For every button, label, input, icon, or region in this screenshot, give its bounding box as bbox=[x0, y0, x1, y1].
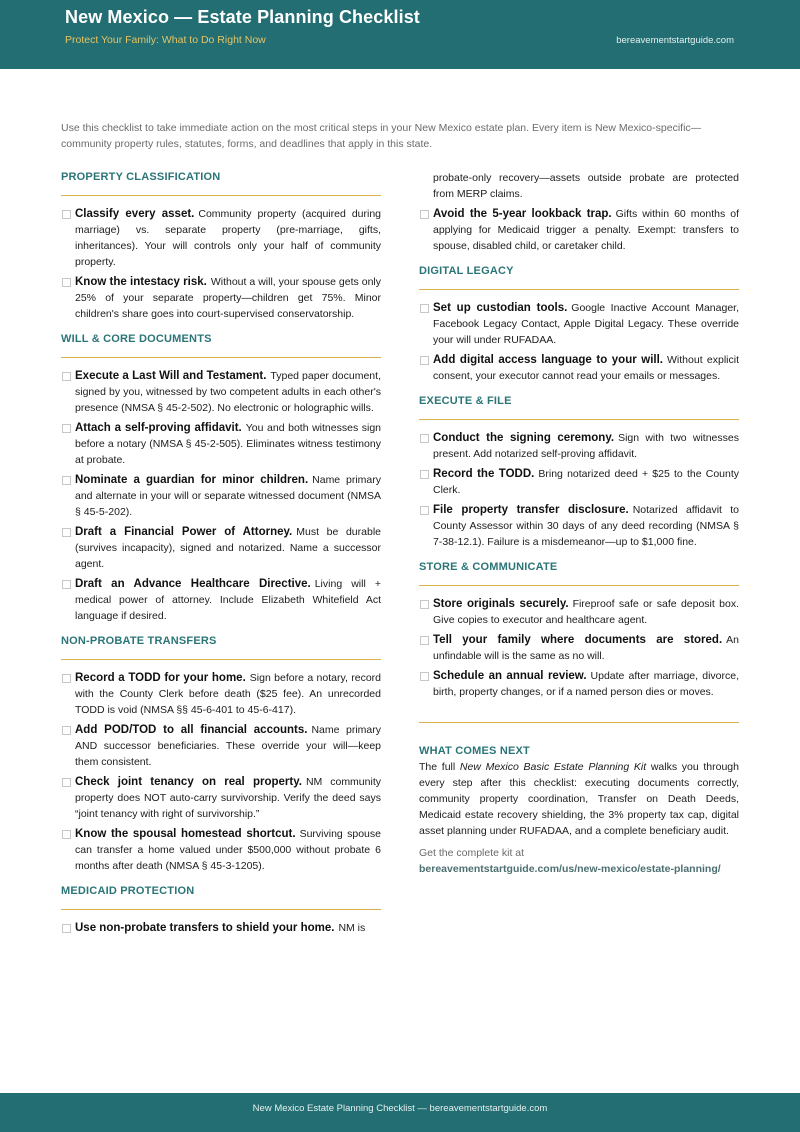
section-heading: PROPERTY CLASSIFICATION bbox=[61, 171, 221, 183]
checklist-item bbox=[61, 206, 381, 270]
checkbox-icon[interactable] bbox=[62, 424, 71, 433]
checklist-item bbox=[419, 632, 739, 664]
checkbox-icon[interactable] bbox=[62, 528, 71, 537]
section-heading-rule bbox=[61, 634, 381, 660]
checklist-item bbox=[61, 670, 381, 718]
checklist-item-text: Without a will, your spouse gets only 25% of your separate property—children get 75%. Minor children's share goes into court-supervised conservatorship. bbox=[75, 276, 381, 320]
kit-title: New Mexico Basic Estate Planning Kit bbox=[459, 761, 647, 773]
section-heading-rule bbox=[419, 394, 739, 420]
checklist-item-text: Gifts within 60 months of applying for Medicaid trigger a penalty. Exempt: transfers to spouse, disabled child, or caretaker child. bbox=[433, 208, 739, 252]
checkbox-icon[interactable] bbox=[420, 600, 429, 609]
page-footer bbox=[0, 1093, 800, 1132]
checklist-item-title: Draft an Advance Healthcare Directive. bbox=[75, 578, 311, 590]
checklist-item-text: NM is bbox=[338, 922, 366, 934]
checklist-item-text: Fireproof safe or safe deposit box. Give copies to executor and healthcare agent. bbox=[433, 598, 739, 626]
checklist-item-title: Add POD/TOD to all financial accounts. bbox=[75, 724, 308, 736]
checkbox-icon[interactable] bbox=[62, 476, 71, 485]
section-heading: MEDICAID PROTECTION bbox=[61, 885, 195, 897]
footer-text: New Mexico Estate Planning Checklist — bereavementstartguide.com bbox=[252, 1103, 548, 1114]
section-heading: NON-PROBATE TRANSFERS bbox=[61, 635, 217, 647]
checklist-item-title: Store originals securely. bbox=[433, 598, 569, 610]
checklist-item bbox=[61, 274, 381, 322]
page-subtitle: Protect Your Family: What to Do Right Now bbox=[65, 34, 266, 46]
next-heading: WHAT COMES NEXT bbox=[419, 745, 530, 757]
checklist-item-title: Schedule an annual review. bbox=[433, 670, 587, 682]
checklist-section bbox=[61, 170, 381, 322]
kit-link[interactable]: bereavementstartguide.com/us/new-mexico/estate-planning/ bbox=[419, 863, 721, 875]
page-header bbox=[0, 0, 800, 69]
checklist-item-text: Must be durable (survives incapacity), signed and notarized. Name a successor agent. bbox=[75, 526, 381, 570]
checklist-section bbox=[61, 884, 381, 936]
checkbox-icon[interactable] bbox=[420, 672, 429, 681]
checklist-item-text: You and both witnesses sign before a notary (NMSA § 45-2-505). Eliminates witness testimony at probate. bbox=[75, 422, 381, 466]
checklist-item-title: Draft a Financial Power of Attorney. bbox=[75, 526, 293, 538]
section-heading-rule bbox=[61, 332, 381, 358]
checklist-item-text: NM community property does NOT auto-carry survivorship. Verify the deed says “joint tenancy with right of survivorship.” bbox=[75, 776, 381, 820]
checklist-item-title: Conduct the signing ceremony. bbox=[433, 432, 615, 444]
checkbox-icon[interactable] bbox=[62, 278, 71, 287]
get-kit-text: Get the complete kit at bbox=[419, 847, 525, 859]
checklist-item-text: Typed paper document, signed by you, witnessed by two competent adults in each other's presence (NMSA § 45-2-502). No electronic or holographic wills. bbox=[75, 370, 381, 414]
checkbox-icon[interactable] bbox=[420, 304, 429, 313]
checkbox-icon[interactable] bbox=[420, 210, 429, 219]
checklist-item-title: Know the spousal homestead shortcut. bbox=[75, 828, 296, 840]
checklist-item-text: Notarized affidavit to County Assessor within 30 days of any deed recording (NMSA § 7-38-12.1). Failure is a misdemeanor—up to $1,000 fine. bbox=[433, 504, 739, 548]
checklist-item bbox=[61, 576, 381, 624]
checkbox-icon[interactable] bbox=[62, 924, 71, 933]
checklist-item-title: Attach a self-proving affidavit. bbox=[75, 422, 242, 434]
section-heading-rule bbox=[419, 560, 739, 586]
checklist-item-title: Nominate a guardian for minor children. bbox=[75, 474, 309, 486]
section-heading-rule bbox=[419, 264, 739, 290]
header-site-link[interactable]: bereavementstartguide.com bbox=[616, 35, 734, 46]
checkbox-icon[interactable] bbox=[62, 580, 71, 589]
checklist-item-text: Sign with two witnesses present. Add notarized self-proving affidavit. bbox=[433, 432, 739, 460]
checklist-item bbox=[61, 420, 381, 468]
section-divider bbox=[419, 722, 739, 723]
checklist-item-text: Surviving spouse can transfer a home valued under $500,000 without probate 6 months after death (NMSA § 45-3-1205). bbox=[75, 828, 381, 872]
checkbox-icon[interactable] bbox=[62, 726, 71, 735]
checkbox-icon[interactable] bbox=[420, 636, 429, 645]
checklist-item-title: Set up custodian tools. bbox=[433, 302, 568, 314]
checklist-item bbox=[61, 368, 381, 416]
checklist-item-title: Tell your family where documents are stored. bbox=[433, 634, 723, 646]
checklist-item-continuation: probate-only recovery—assets outside probate are protected from MERP claims. bbox=[433, 172, 739, 200]
checklist-item bbox=[419, 352, 739, 384]
checklist-item-text: Update after marriage, divorce, birth, property changes, or if a named person dies or moves. bbox=[433, 670, 739, 698]
section-heading: DIGITAL LEGACY bbox=[419, 265, 514, 277]
page-title: New Mexico — Estate Planning Checklist bbox=[65, 7, 420, 27]
checkbox-icon[interactable] bbox=[62, 210, 71, 219]
checklist-item bbox=[61, 920, 381, 936]
checklist-item-text: Google Inactive Account Manager, Facebook Legacy Contact, Apple Digital Legacy. These override your will under RUFADAA. bbox=[433, 302, 739, 346]
checkbox-icon[interactable] bbox=[420, 356, 429, 365]
checkbox-icon[interactable] bbox=[420, 434, 429, 443]
checklist-item-title: Use non-probate transfers to shield your home. bbox=[75, 922, 335, 934]
checklist-item bbox=[419, 466, 739, 498]
checklist-item-text: Name primary AND successor beneficiaries. These override your will—keep them consistent. bbox=[75, 724, 381, 768]
section-heading: STORE & COMMUNICATE bbox=[419, 561, 558, 573]
checklist-section bbox=[61, 634, 381, 874]
checklist-item bbox=[61, 774, 381, 822]
checklist-item-title: Classify every asset. bbox=[75, 208, 195, 220]
checklist-section bbox=[419, 560, 739, 700]
section-heading: WILL & CORE DOCUMENTS bbox=[61, 333, 212, 345]
checklist-section bbox=[61, 332, 381, 624]
checklist-item-title: Know the intestacy risk. bbox=[75, 276, 207, 288]
checklist-item bbox=[419, 596, 739, 628]
checklist-item-title: File property transfer disclosure. bbox=[433, 504, 629, 516]
checkbox-icon[interactable] bbox=[62, 830, 71, 839]
checklist-item bbox=[419, 502, 739, 550]
checklist-section bbox=[419, 264, 739, 384]
left-column bbox=[61, 170, 381, 946]
checklist-item-text: Community property (acquired during marriage) vs. separate property (pre-marriage, gifts, inheritances). Your will controls only your half of community property. bbox=[75, 208, 382, 268]
checklist-item-text: An unfindable will is the same as no will. bbox=[433, 634, 739, 662]
checkbox-icon[interactable] bbox=[62, 778, 71, 787]
checklist-item bbox=[61, 524, 381, 572]
checklist-item-text: Without explicit consent, your executor cannot read your emails or messages. bbox=[433, 354, 740, 382]
checklist-item bbox=[419, 430, 739, 462]
checklist-item-text: Bring notarized deed + $25 to the County Clerk. bbox=[433, 468, 740, 496]
checklist-item bbox=[61, 826, 381, 874]
checklist-item-text: Sign before a notary, record with the County Clerk before death ($25 fee). An unrecorded TODD is void (NMSA §§ 45-6-401 to 45-6-417). bbox=[75, 672, 381, 716]
checklist-item bbox=[61, 472, 381, 520]
checklist-item-title: Record a TODD for your home. bbox=[75, 672, 246, 684]
checklist-item-title: Execute a Last Will and Testament. bbox=[75, 370, 267, 382]
checklist-section bbox=[419, 394, 739, 550]
right-column bbox=[419, 170, 739, 877]
checklist-item-title: Record the TODD. bbox=[433, 468, 535, 480]
checklist-item-title: Check joint tenancy on real property. bbox=[75, 776, 302, 788]
checklist-item-text: Living will + medical power of attorney. Include Elizabeth Whitefield Act language if desired. bbox=[75, 578, 381, 622]
checklist-item-title: Avoid the 5-year lookback trap. bbox=[433, 208, 612, 220]
checklist-item bbox=[419, 300, 739, 348]
section-heading-rule bbox=[61, 170, 381, 196]
section-heading: EXECUTE & FILE bbox=[419, 395, 512, 407]
next-body: The full New Mexico Basic Estate Planning Kit walks you through every step after this checklist: executing documents correctly, community property coordination, Transfer on Death Deeds, Medicaid estate recovery shielding, the 3% property tax cap, digital asset planning under RUFADAA, and a complete beneficiary audit. bbox=[419, 761, 739, 837]
checkbox-icon[interactable] bbox=[420, 470, 429, 479]
checkbox-icon[interactable] bbox=[62, 674, 71, 683]
checklist-item-text: Name primary and alternate in your will or separate witnessed document (NMSA § 45-5-202). bbox=[75, 474, 381, 518]
checklist-item bbox=[61, 722, 381, 770]
checkbox-icon[interactable] bbox=[420, 506, 429, 515]
checklist-item bbox=[419, 206, 739, 254]
intro-text: Use this checklist to take immediate action on the most critical steps in your New Mexico estate plan. Every item is New Mexico-specific—community property rules, statutes, forms, and deadlines that apply in this state. bbox=[61, 122, 702, 150]
checkbox-icon[interactable] bbox=[62, 372, 71, 381]
checklist-item bbox=[419, 668, 739, 700]
checklist-item-title: Add digital access language to your will. bbox=[433, 354, 664, 366]
section-heading-rule bbox=[61, 884, 381, 910]
